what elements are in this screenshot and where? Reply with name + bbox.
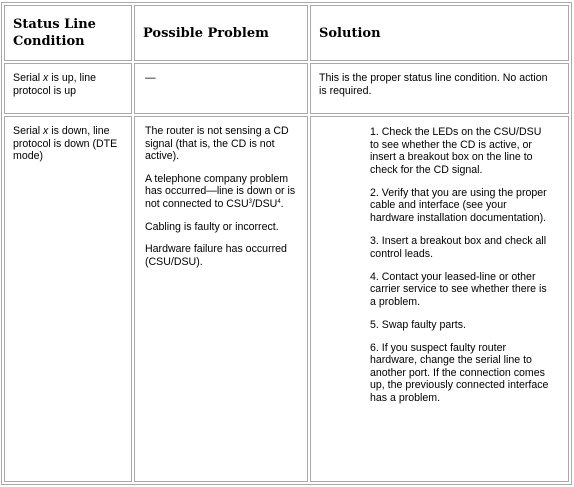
footnote-marker[interactable]: 4 <box>277 198 281 205</box>
solution-cell <box>310 63 569 114</box>
problem-cell <box>134 63 308 114</box>
solution-text: This is the proper status line condition. No action is required. <box>319 72 548 97</box>
solution-step: 2. Verify that you are using the proper cable and interface (see your hardware installation documentation). <box>370 186 547 224</box>
solution-cell <box>310 116 569 482</box>
condition-text: Serial x is up, line protocol is up <box>13 72 97 97</box>
solution-step: 4. Contact your leased-line or other carrier service to see whether there is a problem. <box>370 270 547 308</box>
problem-text: Cabling is faulty or incorrect. <box>145 220 279 233</box>
problem-text: — <box>145 72 156 84</box>
problem-cell <box>134 116 308 482</box>
table-row <box>4 63 569 114</box>
problem-text: The router is not sensing a CD signal (that is, the CD is not active). <box>145 125 289 163</box>
solution-step: 6. If you suspect faulty router hardware, change the serial line to another port. If the connection comes up, the previously connected interface has a problem. <box>370 341 549 405</box>
solution-step: 3. Insert a breakout box and check all control leads. <box>370 234 547 260</box>
solution-step: 1. Check the LEDs on the CSU/DSU to see whether the CD is active, or insert a breakout box on the line to check for the CD signal. <box>370 126 542 176</box>
variable-x: x <box>43 125 49 137</box>
condition-cell <box>4 63 132 114</box>
table-row <box>4 116 569 482</box>
header-row <box>4 5 569 61</box>
header-possible-problem: Possible Problem <box>134 5 308 61</box>
header-solution: Solution <box>310 5 569 61</box>
status-table <box>2 3 571 484</box>
condition-cell <box>4 116 132 482</box>
problem-text: A telephone company problem has occurred—line is down or is not connected to CSU$^3$/DSU$^4$. <box>145 172 296 210</box>
troubleshooting-table <box>1 2 572 485</box>
condition-text: Serial x is down, line protocol is down (DTE mode) <box>13 125 118 163</box>
footnote-marker[interactable]: 3 <box>248 198 252 205</box>
variable-x: x <box>43 72 49 84</box>
problem-text: Hardware failure has occurred (CSU/DSU). <box>145 243 287 268</box>
solution-step: 5. Swap faulty parts. <box>370 318 466 331</box>
header-status-line-condition: Status Line Condition <box>4 5 132 61</box>
